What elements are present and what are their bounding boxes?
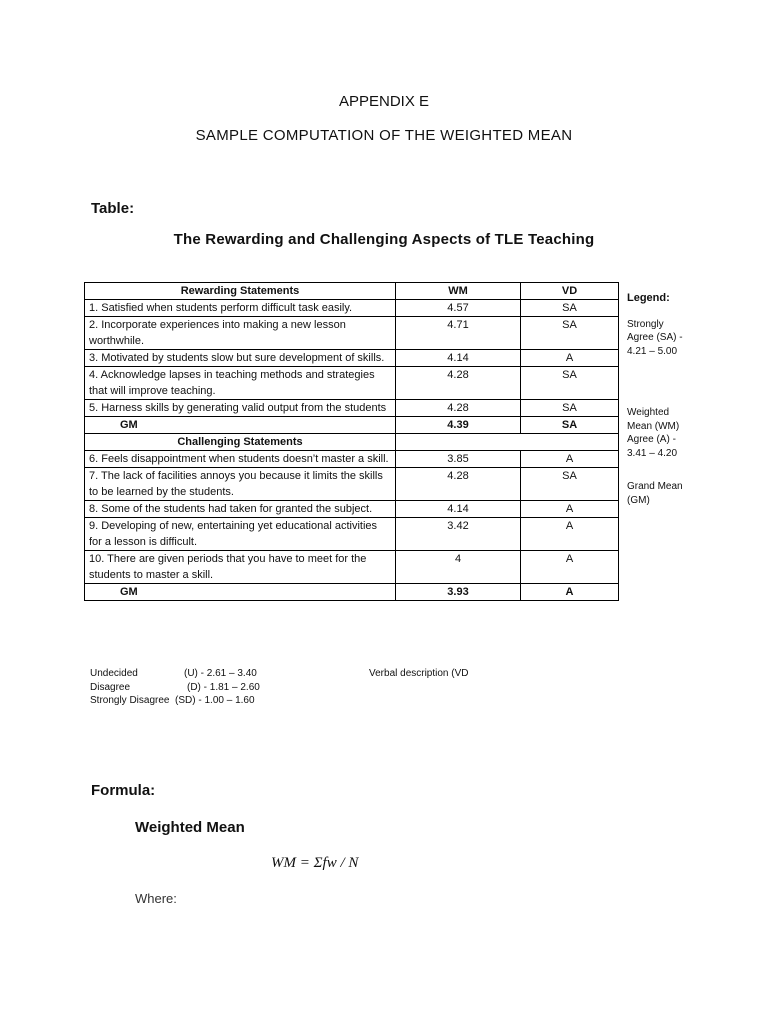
scale-disagree-label: Disagree	[90, 682, 131, 693]
table-row	[85, 317, 619, 350]
header-wm: WM	[396, 283, 521, 300]
wm-cell: 4.71	[396, 317, 521, 350]
vd-cell: SA	[521, 468, 619, 501]
statement-cell: 7. The lack of facilities annoys you because it limits the skills to be learned by the students.	[85, 468, 396, 501]
legend	[627, 292, 687, 507]
statement-cell: 1. Satisfied when students perform difficult task easily.	[85, 300, 396, 317]
scale-strongly-disagree	[90, 694, 255, 708]
wm-cell: 4.28	[396, 400, 521, 417]
table-row	[85, 300, 619, 317]
table-row	[85, 350, 619, 367]
gm-vd: SA	[521, 417, 619, 434]
gm-label: GM	[85, 417, 396, 434]
wm-cell: 4.14	[396, 350, 521, 367]
scale-undecided-label: Undecided	[90, 668, 138, 679]
gm-vd: A	[521, 584, 619, 601]
statement-cell: 10. There are given periods that you have to meet for the students to master a skill.	[85, 551, 396, 584]
statement-cell: 8. Some of the students had taken for granted the subject.	[85, 501, 396, 518]
table-row	[85, 451, 619, 468]
where-label: Where:	[135, 891, 177, 906]
vd-cell: SA	[521, 400, 619, 417]
wm-cell: 3.85	[396, 451, 521, 468]
vd-cell: A	[521, 350, 619, 367]
vd-cell: A	[521, 451, 619, 468]
table-row	[85, 551, 619, 584]
legend-strongly-agree: Strongly Agree (SA) - 4.21 – 5.00	[627, 318, 683, 357]
statement-cell: 3. Motivated by students slow but sure development of skills.	[85, 350, 396, 367]
scale-undecided-range: (U) - 2.61 – 3.40	[184, 668, 257, 679]
statement-cell: 5. Harness skills by generating valid output from the students	[85, 400, 396, 417]
scale-strongly-disagree-range: (SD) - 1.00 – 1.60	[175, 695, 255, 706]
table-header-row	[85, 283, 619, 300]
wm-cell: 4	[396, 551, 521, 584]
wm-cell: 3.42	[396, 518, 521, 551]
vd-cell: SA	[521, 317, 619, 350]
table-row	[85, 367, 619, 400]
appendix-heading: APPENDIX E	[338, 93, 430, 110]
table-title: The Rewarding and Challenging Aspects of TLE Teaching	[173, 231, 595, 248]
table-row	[85, 501, 619, 518]
weighted-mean-heading: Weighted Mean	[135, 819, 245, 836]
scale-disagree-range: (D) - 1.81 – 2.60	[187, 682, 260, 693]
table-row	[85, 468, 619, 501]
header-vd: VD	[521, 283, 619, 300]
challenging-header-row	[85, 434, 619, 451]
vd-cell: SA	[521, 367, 619, 400]
rewarding-gm-row	[85, 417, 619, 434]
scale-disagree	[90, 681, 260, 695]
scale-strongly-disagree-label: Strongly Disagree	[90, 695, 170, 706]
legend-weighted-mean: Weighted Mean (WM)	[627, 407, 680, 432]
legend-agree: Agree (A) - 3.41 – 4.20	[627, 434, 678, 459]
wm-cell: 4.14	[396, 501, 521, 518]
statement-cell: 9. Developing of new, entertaining yet educational activities for a lesson is difficult.	[85, 518, 396, 551]
formula-label: Formula:	[91, 782, 156, 799]
statement-cell: 6. Feels disappointment when students doesn’t master a skill.	[85, 451, 396, 468]
challenging-header: Challenging Statements	[85, 434, 396, 451]
challenging-header-blank	[396, 434, 619, 451]
weighted-mean-table	[84, 282, 619, 601]
table-row	[85, 518, 619, 551]
table-row	[85, 400, 619, 417]
vd-cell: A	[521, 501, 619, 518]
wm-cell: 4.57	[396, 300, 521, 317]
statement-cell: 2. Incorporate experiences into making a new lesson worthwhile.	[85, 317, 396, 350]
legend-title: Legend:	[627, 292, 670, 304]
vd-cell: A	[521, 551, 619, 584]
wm-cell: 4.28	[396, 468, 521, 501]
legend-grand-mean: Grand Mean (GM)	[627, 481, 683, 506]
statement-cell: 4. Acknowledge lapses in teaching methods and strategies that will improve teaching.	[85, 367, 396, 400]
header-statements: Rewarding Statements	[85, 283, 396, 300]
challenging-gm-row	[85, 584, 619, 601]
vd-cell: A	[521, 518, 619, 551]
gm-wm: 4.39	[396, 417, 521, 434]
gm-label: GM	[85, 584, 396, 601]
verbal-description-note: Verbal description (VD	[369, 668, 469, 679]
document-subtitle: SAMPLE COMPUTATION OF THE WEIGHTED MEAN	[195, 127, 573, 144]
scale-undecided	[90, 667, 257, 681]
gm-wm: 3.93	[396, 584, 521, 601]
table-label: Table:	[91, 200, 135, 217]
wm-cell: 4.28	[396, 367, 521, 400]
vd-cell: SA	[521, 300, 619, 317]
weighted-mean-equation: WM = Σfw / N	[271, 855, 359, 871]
